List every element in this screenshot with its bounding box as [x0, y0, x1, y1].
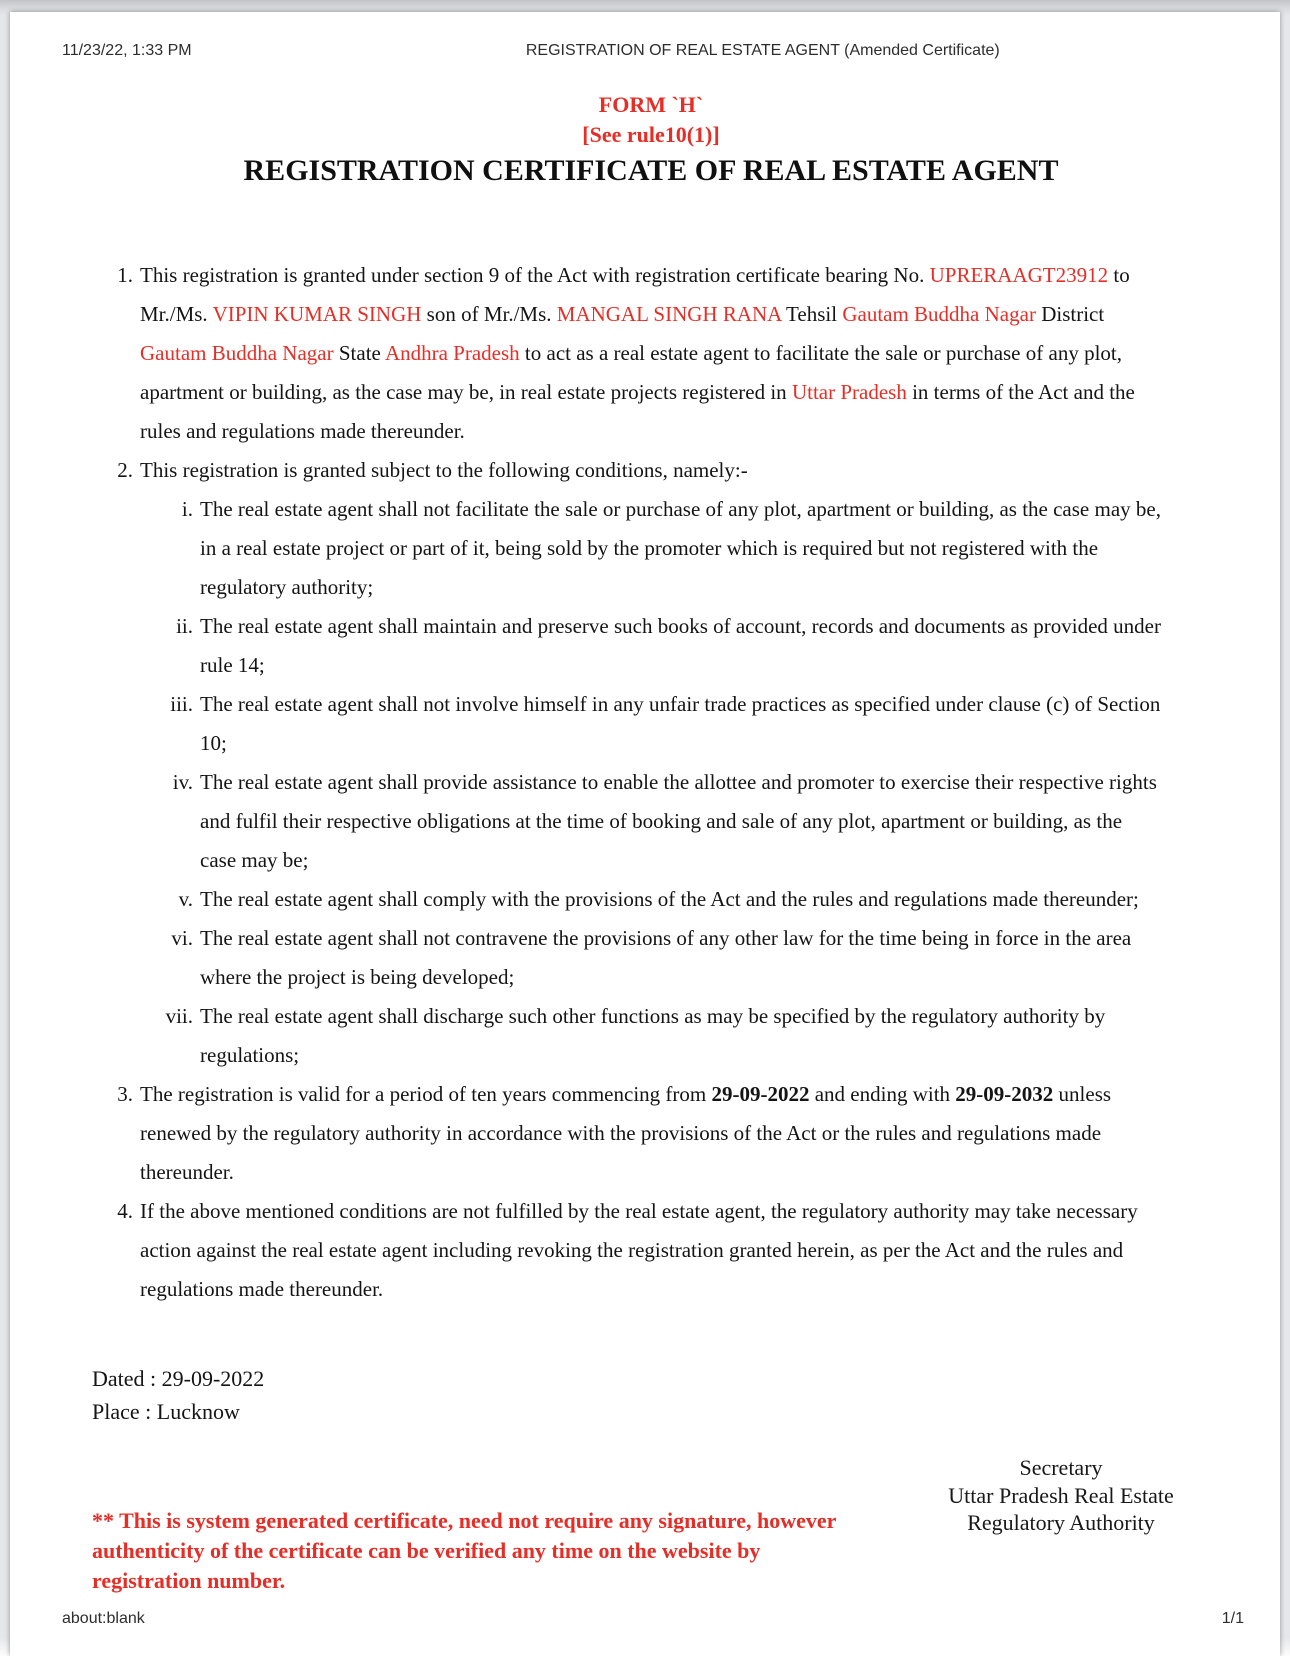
list-item-text: [200, 997, 1162, 1075]
list-item-text: [140, 256, 1162, 451]
list-marker: iii.: [170, 692, 193, 716]
list-item-text: [140, 451, 1162, 1075]
list-marker: ii.: [176, 614, 193, 638]
condition-sub-item: [140, 685, 1162, 763]
text-segment: unless renewed by the regulatory authority in accordance with the provisions of the Act or the rules and regulations made thereunder.: [140, 1082, 1112, 1184]
text-segment: The real estate agent shall not facilitate the sale or purchase of any plot, apartment or building, as the case may be, in a real estate project or part of it, being sold by the promoter which is required but not registered with the regulatory authority;: [200, 497, 1161, 599]
dated-block: [92, 1362, 264, 1428]
condition-sub-item: [140, 763, 1162, 880]
list-item-text: [140, 1192, 1162, 1309]
text-segment: Tehsil: [781, 302, 843, 326]
list-marker: 3.: [117, 1082, 133, 1106]
text-segment: The registration is valid for a period of ten years commencing from: [140, 1082, 712, 1106]
text-segment: The real estate agent shall provide assistance to enable the allottee and promoter to exercise their respective rights and fulfil their respective obligations at the time of booking and sale of any plot, apartment or building, as the case may be;: [200, 770, 1157, 872]
text-segment: This registration is granted subject to the following conditions, namely:-: [140, 458, 748, 482]
text-segment: to Mr./Ms.: [140, 263, 1130, 326]
certificate-title: REGISTRATION CERTIFICATE OF REAL ESTATE AGENT: [243, 154, 1059, 187]
form-label: FORM `H`: [598, 92, 704, 117]
text-segment: District: [1035, 302, 1105, 326]
text-segment: 29-09-2032: [955, 1082, 1054, 1106]
highlighted-text: Gautam Buddha Nagar: [842, 302, 1036, 326]
highlighted-text: MANGAL SINGH RANA: [556, 302, 782, 326]
text-segment: The real estate agent shall maintain and preserve such books of account, records and documents as provided under rule 14;: [200, 614, 1161, 677]
signature-org-line2: Regulatory Authority: [967, 1510, 1155, 1535]
list-marker: iv.: [172, 770, 193, 794]
certificate-headings: [62, 90, 1240, 190]
list-item-text: [200, 919, 1162, 997]
signature-org-line1: Uttar Pradesh Real Estate: [948, 1482, 1174, 1508]
text-segment: This registration is granted under section 9 of the Act with registration certificate bearing No.: [140, 263, 930, 287]
highlighted-text: Uttar Pradesh: [791, 380, 907, 404]
list-item-text: [200, 607, 1162, 685]
list-marker: i.: [181, 497, 193, 521]
highlighted-text: Andhra Pradesh: [384, 341, 520, 365]
text-segment: in terms of the Act and the rules and regulations made thereunder.: [140, 380, 1135, 443]
text-segment: The real estate agent shall not involve himself in any unfair trade practices as specified under clause (c) of Section 10;: [200, 692, 1161, 755]
print-footer: [62, 1610, 1244, 1628]
print-header: [62, 42, 1244, 60]
list-item-text: [200, 880, 1162, 919]
condition-sub-item: [140, 490, 1162, 607]
text-segment: The real estate agent shall comply with the provisions of the Act and the rules and regulations made thereunder;: [200, 887, 1139, 911]
list-item: [72, 1075, 1162, 1192]
rule-label: [See rule10(1)]: [582, 122, 720, 147]
place-line: Place : Lucknow: [92, 1399, 240, 1424]
certificate-page: [10, 12, 1280, 1656]
list-marker: 1.: [117, 263, 133, 287]
list-marker: 4.: [117, 1199, 133, 1223]
text-segment: State: [333, 341, 385, 365]
list-item-text: [200, 763, 1162, 880]
condition-sub-item: [140, 919, 1162, 997]
system-generated-note: ** This is system generated certificate, need not require any signature, however authenticity of the certificate can be verified any time on the website by registration number.: [92, 1508, 837, 1593]
text-segment: 29-09-2022: [711, 1082, 810, 1106]
text-segment: The real estate agent shall not contravene the provisions of any other law for the time being in force in the area where the project is being developed;: [200, 926, 1132, 989]
list-marker: v.: [178, 887, 193, 911]
dated-line: Dated : 29-09-2022: [92, 1366, 265, 1391]
list-item-text: [200, 685, 1162, 763]
text-segment: The real estate agent shall discharge such other functions as may be specified by the regulatory authority by regulations;: [200, 1004, 1106, 1067]
footer-url: about:blank: [62, 1610, 145, 1627]
list-item: [72, 451, 1162, 1075]
list-marker: vii.: [165, 1004, 193, 1028]
condition-sub-item: [140, 997, 1162, 1075]
condition-sub-item: [140, 880, 1162, 919]
list-item-text: [200, 490, 1162, 607]
text-segment: If the above mentioned conditions are not fulfilled by the real estate agent, the regulatory authority may take necessary action against the real estate agent including revoking the registration granted herein, as per the Act and the rules and regulations made thereunder.: [140, 1199, 1138, 1301]
list-marker: vi.: [171, 926, 193, 950]
highlighted-text: VIPIN KUMAR SINGH: [212, 302, 422, 326]
footer-page-number: 1/1: [1221, 1610, 1244, 1627]
conditions-sublist: [140, 490, 1162, 1075]
print-doc-title: REGISTRATION OF REAL ESTATE AGENT (Amended Certificate): [525, 42, 1000, 59]
highlighted-text: UPRERAAGT23912: [929, 263, 1109, 287]
list-item: [72, 256, 1162, 451]
list-marker: 2.: [117, 458, 133, 482]
list-item-text: [140, 1075, 1162, 1192]
text-segment: to act as a real estate agent to facilitate the sale or purchase of any plot, apartment or building, as the case may be, in real estate projects registered in: [140, 341, 1122, 404]
text-segment: son of Mr./Ms.: [421, 302, 557, 326]
print-datetime: 11/23/22, 1:33 PM: [62, 42, 192, 59]
signature-block: [930, 1454, 1192, 1537]
condition-sub-item: [140, 607, 1162, 685]
page-inner: [10, 12, 1280, 1656]
list-item: [72, 1192, 1162, 1309]
text-segment: and ending with: [809, 1082, 956, 1106]
highlighted-text: Gautam Buddha Nagar: [140, 341, 334, 365]
conditions-list: [72, 256, 1162, 1309]
signature-role: Secretary: [1019, 1455, 1103, 1480]
